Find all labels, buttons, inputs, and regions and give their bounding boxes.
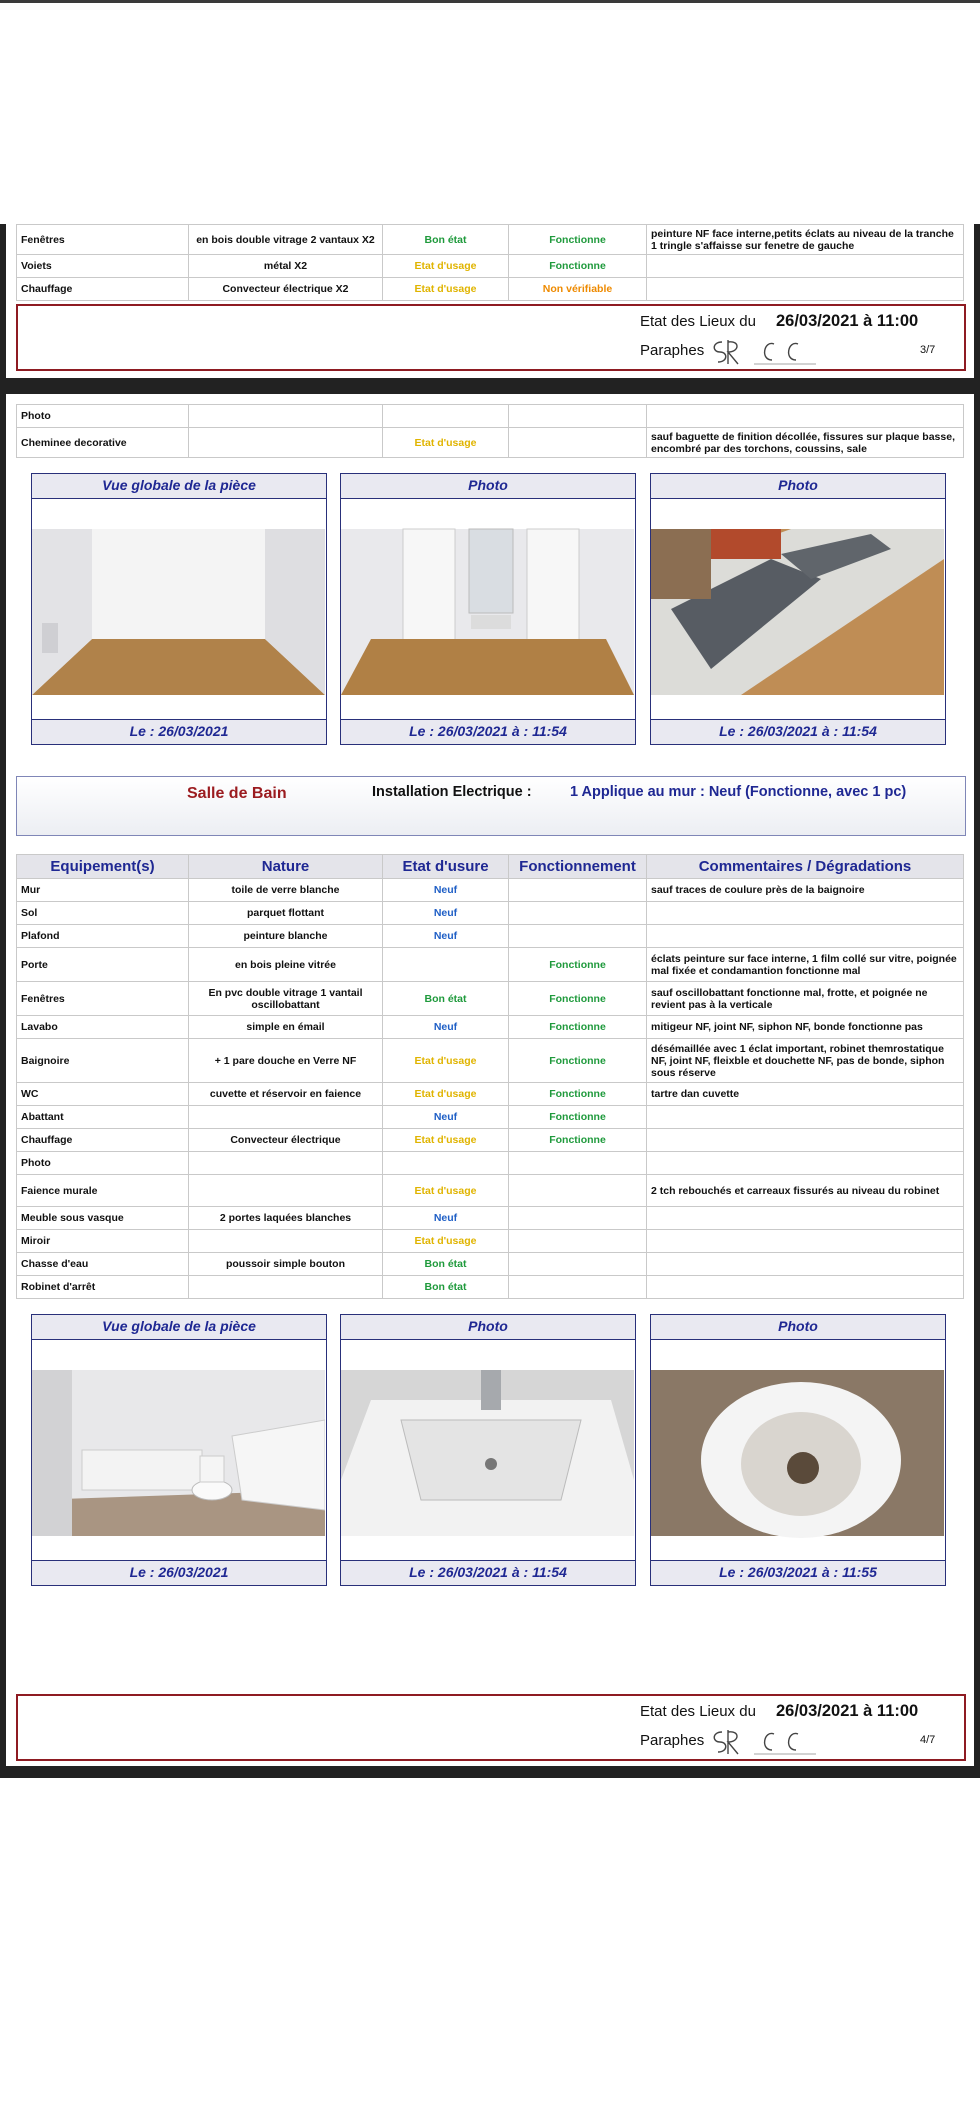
table-row bbox=[17, 982, 964, 1016]
nature-cell: simple en émail bbox=[189, 1016, 383, 1039]
equipment-cell: WC bbox=[17, 1083, 189, 1106]
function-cell bbox=[509, 405, 647, 428]
comments-cell: tartre dan cuvette bbox=[647, 1083, 964, 1106]
comments-cell bbox=[647, 255, 964, 278]
comments-cell: éclats peinture sur face interne, 1 film collé sur vitre, poignée mal fixée et condamantion fonctionne mal bbox=[647, 948, 964, 982]
function-cell bbox=[509, 1207, 647, 1230]
page4-top-table bbox=[16, 404, 964, 458]
function-cell: Fonctionne bbox=[509, 255, 647, 278]
state-cell: Bon état bbox=[383, 1276, 509, 1299]
comments-cell bbox=[647, 902, 964, 925]
comments-cell bbox=[647, 1152, 964, 1175]
photo-title: Vue globale de la pièce bbox=[31, 473, 327, 499]
room-header bbox=[16, 776, 966, 836]
column-header: Commentaires / Dégradations bbox=[647, 855, 964, 879]
table-row bbox=[17, 1230, 964, 1253]
nature-cell: cuvette et réservoir en faience bbox=[189, 1083, 383, 1106]
paraphes-signature bbox=[708, 1724, 818, 1758]
table-row bbox=[17, 879, 964, 902]
photo-date: Le : 26/03/2021 à : 11:55 bbox=[650, 1560, 946, 1586]
nature-cell: poussoir simple bouton bbox=[189, 1253, 383, 1276]
room-photo[interactable] bbox=[650, 1340, 946, 1560]
nature-cell bbox=[189, 405, 383, 428]
comments-cell bbox=[647, 278, 964, 301]
function-cell bbox=[509, 879, 647, 902]
photo-date: Le : 26/03/2021 à : 11:54 bbox=[340, 1560, 636, 1586]
room-name: Salle de Bain bbox=[187, 785, 287, 802]
equipment-cell: Voiets bbox=[17, 255, 189, 278]
nature-cell: + 1 pare douche en Verre NF bbox=[189, 1039, 383, 1083]
footer-date: 26/03/2021 à 11:00 bbox=[776, 312, 919, 330]
state-cell: Neuf bbox=[383, 1106, 509, 1129]
state-cell: Etat d'usage bbox=[383, 1230, 509, 1253]
function-cell: Fonctionne bbox=[509, 1016, 647, 1039]
equipment-cell: Miroir bbox=[17, 1230, 189, 1253]
comments-cell: sauf traces de coulure près de la baignoire bbox=[647, 879, 964, 902]
equipment-cell: Photo bbox=[17, 405, 189, 428]
comments-cell: peinture NF face interne,petits éclats au niveau de la tranche 1 tringle s'affaisse sur fenetre de gauche bbox=[647, 225, 964, 255]
equipment-cell: Baignoire bbox=[17, 1039, 189, 1083]
equipment-cell: Chasse d'eau bbox=[17, 1253, 189, 1276]
function-cell bbox=[509, 1230, 647, 1253]
state-cell: Etat d'usage bbox=[383, 255, 509, 278]
state-cell: Neuf bbox=[383, 925, 509, 948]
equipment-cell: Lavabo bbox=[17, 1016, 189, 1039]
function-cell: Fonctionne bbox=[509, 948, 647, 982]
function-cell: Non vérifiable bbox=[509, 278, 647, 301]
state-cell: Bon état bbox=[383, 1253, 509, 1276]
table-row bbox=[17, 428, 964, 458]
nature-cell: toile de verre blanche bbox=[189, 879, 383, 902]
electrical-value: 1 Applique au mur : Neuf (Fonctionne, avec 1 pc) bbox=[570, 784, 907, 800]
photo-title: Photo bbox=[340, 1314, 636, 1340]
page-3 bbox=[0, 224, 980, 394]
photo-date: Le : 26/03/2021 à : 11:54 bbox=[340, 719, 636, 745]
table-header bbox=[17, 855, 964, 879]
room-photo[interactable] bbox=[650, 499, 946, 719]
page-4 bbox=[0, 380, 980, 1778]
function-cell: Fonctionne bbox=[509, 1083, 647, 1106]
state-cell bbox=[383, 948, 509, 982]
nature-cell: En pvc double vitrage 1 vantail oscillobattant bbox=[189, 982, 383, 1016]
room-photo[interactable] bbox=[31, 499, 327, 719]
nature-cell: parquet flottant bbox=[189, 902, 383, 925]
room-photo[interactable] bbox=[340, 499, 636, 719]
footer-label: Etat des Lieux du bbox=[640, 1703, 756, 1720]
table-row bbox=[17, 902, 964, 925]
equipment-cell: Photo bbox=[17, 1152, 189, 1175]
equipment-cell: Cheminee decorative bbox=[17, 428, 189, 458]
bathroom-inventory-table bbox=[16, 854, 964, 1299]
nature-cell: 2 portes laquées blanches bbox=[189, 1207, 383, 1230]
state-cell: Bon état bbox=[383, 982, 509, 1016]
paraphes-label: Paraphes bbox=[640, 342, 705, 359]
nature-cell: en bois double vitrage 2 vantaux X2 bbox=[189, 225, 383, 255]
nature-cell bbox=[189, 1106, 383, 1129]
paraphes-signature bbox=[708, 334, 818, 368]
photo-card bbox=[650, 473, 946, 745]
comments-cell bbox=[647, 1230, 964, 1253]
paraphes-label: Paraphes bbox=[640, 1732, 705, 1749]
table-row bbox=[17, 1207, 964, 1230]
comments-cell bbox=[647, 925, 964, 948]
equipment-cell: Plafond bbox=[17, 925, 189, 948]
state-cell: Etat d'usage bbox=[383, 1175, 509, 1207]
nature-cell: Convecteur électrique X2 bbox=[189, 278, 383, 301]
function-cell bbox=[509, 428, 647, 458]
equipment-cell: Chauffage bbox=[17, 1129, 189, 1152]
comments-cell bbox=[647, 1106, 964, 1129]
state-cell: Etat d'usage bbox=[383, 1129, 509, 1152]
equipment-cell: Porte bbox=[17, 948, 189, 982]
table-row bbox=[17, 948, 964, 982]
comments-cell: 2 tch rebouchés et carreaux fissurés au niveau du robinet bbox=[647, 1175, 964, 1207]
photo-title: Vue globale de la pièce bbox=[31, 1314, 327, 1340]
footer-label: Etat des Lieux du bbox=[640, 313, 756, 330]
column-header: Nature bbox=[189, 855, 383, 879]
state-cell: Bon état bbox=[383, 225, 509, 255]
table-row bbox=[17, 1016, 964, 1039]
table-row bbox=[17, 1083, 964, 1106]
table-row bbox=[17, 225, 964, 255]
photo-date: Le : 26/03/2021 à : 11:54 bbox=[650, 719, 946, 745]
state-cell bbox=[383, 1152, 509, 1175]
function-cell: Fonctionne bbox=[509, 225, 647, 255]
nature-cell: métal X2 bbox=[189, 255, 383, 278]
function-cell: Fonctionne bbox=[509, 1129, 647, 1152]
table-row bbox=[17, 1106, 964, 1129]
page-footer bbox=[16, 304, 966, 371]
table-row bbox=[17, 1276, 964, 1299]
function-cell: Fonctionne bbox=[509, 1039, 647, 1083]
nature-cell: peinture blanche bbox=[189, 925, 383, 948]
state-cell: Neuf bbox=[383, 879, 509, 902]
nature-cell bbox=[189, 1230, 383, 1253]
photo-title: Photo bbox=[650, 473, 946, 499]
nature-cell bbox=[189, 1152, 383, 1175]
top-edge bbox=[0, 0, 980, 3]
equipment-cell: Chauffage bbox=[17, 278, 189, 301]
equipment-cell: Fenêtres bbox=[17, 225, 189, 255]
photo-title: Photo bbox=[650, 1314, 946, 1340]
nature-cell bbox=[189, 428, 383, 458]
state-cell: Etat d'usage bbox=[383, 278, 509, 301]
photo-date: Le : 26/03/2021 bbox=[31, 719, 327, 745]
equipment-cell: Sol bbox=[17, 902, 189, 925]
photo-card bbox=[340, 1314, 636, 1586]
room-photo[interactable] bbox=[31, 1340, 327, 1560]
table-row bbox=[17, 1039, 964, 1083]
state-cell: Etat d'usage bbox=[383, 428, 509, 458]
comments-cell bbox=[647, 1129, 964, 1152]
table-row bbox=[17, 1129, 964, 1152]
comments-cell bbox=[647, 405, 964, 428]
equipment-cell: Abattant bbox=[17, 1106, 189, 1129]
page-footer bbox=[16, 1694, 966, 1761]
function-cell bbox=[509, 902, 647, 925]
equipment-cell: Robinet d'arrêt bbox=[17, 1276, 189, 1299]
column-header: Etat d'usure bbox=[383, 855, 509, 879]
photo-card bbox=[31, 1314, 327, 1586]
photo-card bbox=[650, 1314, 946, 1586]
equipment-cell: Meuble sous vasque bbox=[17, 1207, 189, 1230]
table-row bbox=[17, 405, 964, 428]
comments-cell: sauf baguette de finition décollée, fissures sur plaque basse, encombré par des torchons, coussins, sale bbox=[647, 428, 964, 458]
photo-card bbox=[340, 473, 636, 745]
comments-cell bbox=[647, 1207, 964, 1230]
column-header: Fonctionnement bbox=[509, 855, 647, 879]
comments-cell: mitigeur NF, joint NF, siphon NF, bonde fonctionne pas bbox=[647, 1016, 964, 1039]
comments-cell: désémaillée avec 1 éclat important, robinet themrostatique NF, joint NF, fleixble et douchette NF, pas de bonde, siphon sous réserve bbox=[647, 1039, 964, 1083]
table-row bbox=[17, 278, 964, 301]
comments-cell: sauf oscillobattant fonctionne mal, frotte, et poignée ne revient pas à la verticale bbox=[647, 982, 964, 1016]
comments-cell bbox=[647, 1253, 964, 1276]
state-cell bbox=[383, 405, 509, 428]
equipment-cell: Faience murale bbox=[17, 1175, 189, 1207]
table-row bbox=[17, 255, 964, 278]
equipment-cell: Mur bbox=[17, 879, 189, 902]
state-cell: Etat d'usage bbox=[383, 1039, 509, 1083]
state-cell: Neuf bbox=[383, 1016, 509, 1039]
state-cell: Neuf bbox=[383, 1207, 509, 1230]
state-cell: Etat d'usage bbox=[383, 1083, 509, 1106]
function-cell bbox=[509, 1253, 647, 1276]
footer-date: 26/03/2021 à 11:00 bbox=[776, 1702, 919, 1720]
function-cell: Fonctionne bbox=[509, 982, 647, 1016]
photo-date: Le : 26/03/2021 bbox=[31, 1560, 327, 1586]
function-cell bbox=[509, 1152, 647, 1175]
equipment-cell: Fenêtres bbox=[17, 982, 189, 1016]
function-cell: Fonctionne bbox=[509, 1106, 647, 1129]
function-cell bbox=[509, 1175, 647, 1207]
room-photo[interactable] bbox=[340, 1340, 636, 1560]
table-row bbox=[17, 1175, 964, 1207]
comments-cell bbox=[647, 1276, 964, 1299]
page-number: 4/7 bbox=[920, 1734, 936, 1746]
nature-cell bbox=[189, 1175, 383, 1207]
nature-cell: en bois pleine vitrée bbox=[189, 948, 383, 982]
nature-cell: Convecteur électrique bbox=[189, 1129, 383, 1152]
nature-cell bbox=[189, 1276, 383, 1299]
table-row bbox=[17, 1152, 964, 1175]
electrical-label: Installation Electrique : bbox=[372, 784, 532, 800]
table-row bbox=[17, 1253, 964, 1276]
column-header: Equipement(s) bbox=[17, 855, 189, 879]
photo-card bbox=[31, 473, 327, 745]
photo-title: Photo bbox=[340, 473, 636, 499]
table-row bbox=[17, 925, 964, 948]
function-cell bbox=[509, 925, 647, 948]
state-cell: Neuf bbox=[383, 902, 509, 925]
page-number: 3/7 bbox=[920, 344, 936, 356]
function-cell bbox=[509, 1276, 647, 1299]
page3-inventory-table bbox=[16, 224, 964, 301]
